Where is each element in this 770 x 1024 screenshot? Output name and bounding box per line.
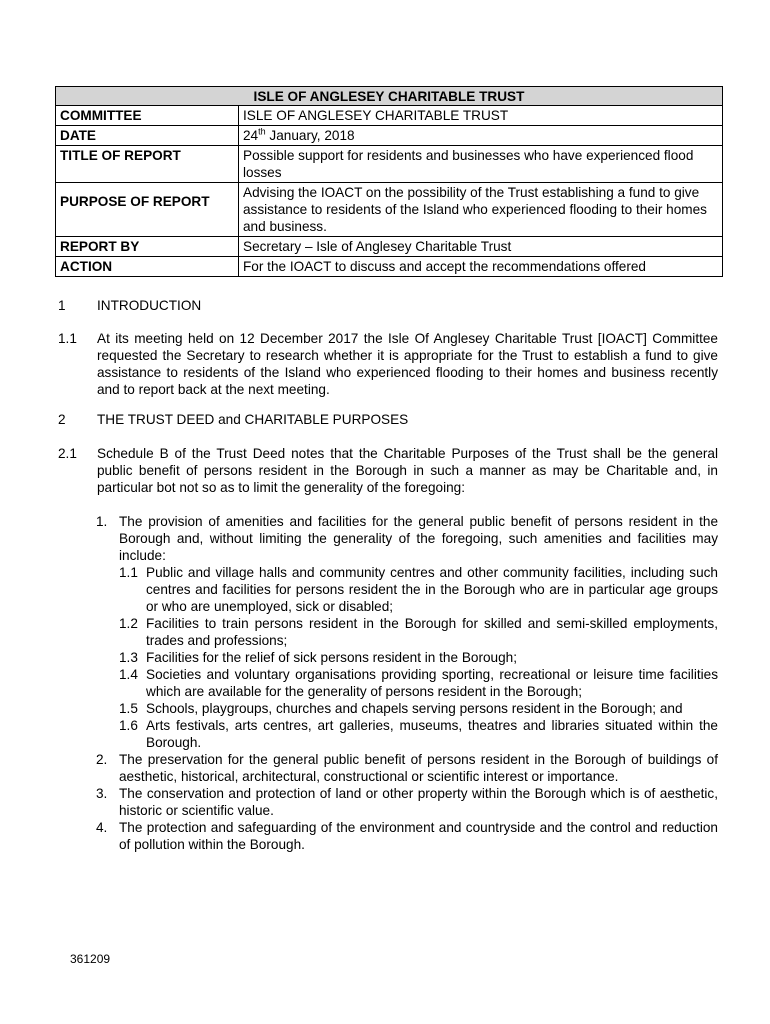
sub-list-number: 1.5 — [119, 701, 138, 716]
date-rest: January, 2018 — [265, 128, 355, 143]
table-row-action — [56, 257, 723, 277]
table-heading: ISLE OF ANGLESEY CHARITABLE TRUST — [56, 87, 723, 106]
date-day: 24 — [243, 128, 259, 143]
paragraph-number: 2.1 — [58, 446, 77, 461]
list-text: The protection and safeguarding of the environment and countryside and the control and reduction of pollution within the Borough. — [119, 820, 718, 852]
list-text: The provision of amenities and facilities for the general public benefit of persons resident in the Borough and, without limiting the generality of the foregoing, such amenities and facilities may include: — [119, 514, 718, 563]
row-value: ISLE OF ANGLESEY CHARITABLE TRUST — [239, 106, 723, 126]
sub-list-number: 1.4 — [119, 667, 138, 682]
row-label — [56, 183, 239, 237]
paragraph-text: Schedule B of the Trust Deed notes that the Charitable Purposes of the Trust shall be the general public benefit of persons resident in the Borough in such a manner as may be Charitable and, in particular bot not so as to limit the generality of the foregoing: — [97, 446, 718, 495]
row-value — [239, 126, 723, 146]
row-label: COMMITTEE — [56, 106, 239, 126]
row-value: Advising the IOACT on the possibility of the Trust establishing a fund to give assistance to residents of the Island who experienced flooding to their homes and business. — [239, 183, 723, 237]
list-number: 4. — [96, 820, 108, 835]
section-title: THE TRUST DEED and CHARITABLE PURPOSES — [97, 412, 409, 427]
list-number: 2. — [96, 752, 108, 767]
table-row-date — [56, 126, 723, 146]
row-value: Possible support for residents and businesses who have experienced flood losses — [239, 146, 723, 183]
section-title: INTRODUCTION — [97, 298, 202, 313]
list-item — [96, 751, 718, 785]
sub-list-item — [119, 717, 718, 751]
list-item — [96, 785, 718, 819]
list-number: 3. — [96, 786, 108, 801]
list-text: The conservation and protection of land or other property within the Borough which is of aesthetic, historic or scientific value. — [119, 786, 718, 818]
sub-list-text: Arts festivals, arts centres, art galleries, museums, theatres and libraries situated within the Borough. — [146, 718, 718, 750]
sub-list-number: 1.2 — [119, 616, 138, 631]
row-value: For the IOACT to discuss and accept the recommendations offered — [239, 257, 723, 277]
row-label: DATE — [56, 126, 239, 146]
table-row-purpose — [56, 183, 723, 237]
list-text: The preservation for the general public benefit of persons resident in the Borough of buildings of aesthetic, historical, architectural, constructional or scientific interest or importance. — [119, 752, 718, 784]
section-2-heading — [58, 411, 718, 428]
list-item — [96, 819, 718, 853]
date-suffix: th — [258, 126, 266, 137]
sub-list-text: Societies and voluntary organisations providing sporting, recreational or leisure time facilities which are available for the generality of persons resident in the Borough; — [146, 667, 718, 699]
list-item — [96, 513, 718, 751]
row-label: TITLE OF REPORT — [56, 146, 239, 183]
sub-list-number: 1.6 — [119, 718, 138, 733]
sub-list-text: Schools, playgroups, churches and chapels serving persons resident in the Borough; and — [146, 701, 683, 716]
row-label-text: PURPOSE OF REPORT — [60, 194, 210, 209]
paragraph-text: At its meeting held on 12 December 2017 the Isle Of Anglesey Charitable Trust [IOACT] Committee requested the Secretary to research whether it is appropriate for the Trust to establish a fund to give assistance to residents of the Island who experienced flooding to their homes and business recently and to report back at the next meeting. — [97, 331, 718, 397]
sub-list-item — [119, 700, 718, 717]
table-row-title — [56, 146, 723, 183]
section-number: 2 — [58, 412, 66, 427]
sub-list-item — [119, 615, 718, 649]
sub-list-item — [119, 666, 718, 700]
list-number: 1. — [96, 514, 108, 529]
table-heading-row — [56, 87, 723, 106]
paragraph-1-1 — [58, 330, 718, 398]
sub-list-text: Facilities to train persons resident in the Borough for skilled and semi-skilled employments, trades and professions; — [146, 616, 718, 648]
section-number: 1 — [58, 298, 66, 313]
sub-list-number: 1.3 — [119, 650, 138, 665]
sub-list-item — [119, 649, 718, 666]
row-label: REPORT BY — [56, 237, 239, 257]
paragraph-2-1 — [58, 445, 718, 496]
row-value: Secretary – Isle of Anglesey Charitable Trust — [239, 237, 723, 257]
charitable-purposes-list — [96, 513, 718, 853]
document-code: 361209 — [70, 952, 111, 966]
table-row-committee — [56, 106, 723, 126]
row-label: ACTION — [56, 257, 239, 277]
table-row-report-by — [56, 237, 723, 257]
report-info-table — [55, 86, 723, 277]
sub-list-item — [119, 564, 718, 615]
sub-list-number: 1.1 — [119, 565, 138, 580]
sub-list-text: Public and village halls and community centres and other community facilities, including such centres and facilities for persons resident the in the Borough who are in particular age groups or who are unemployed, sick or disabled; — [146, 565, 718, 614]
section-1-heading — [58, 297, 718, 314]
sub-list-text: Facilities for the relief of sick persons resident in the Borough; — [146, 650, 517, 665]
paragraph-number: 1.1 — [58, 331, 77, 346]
